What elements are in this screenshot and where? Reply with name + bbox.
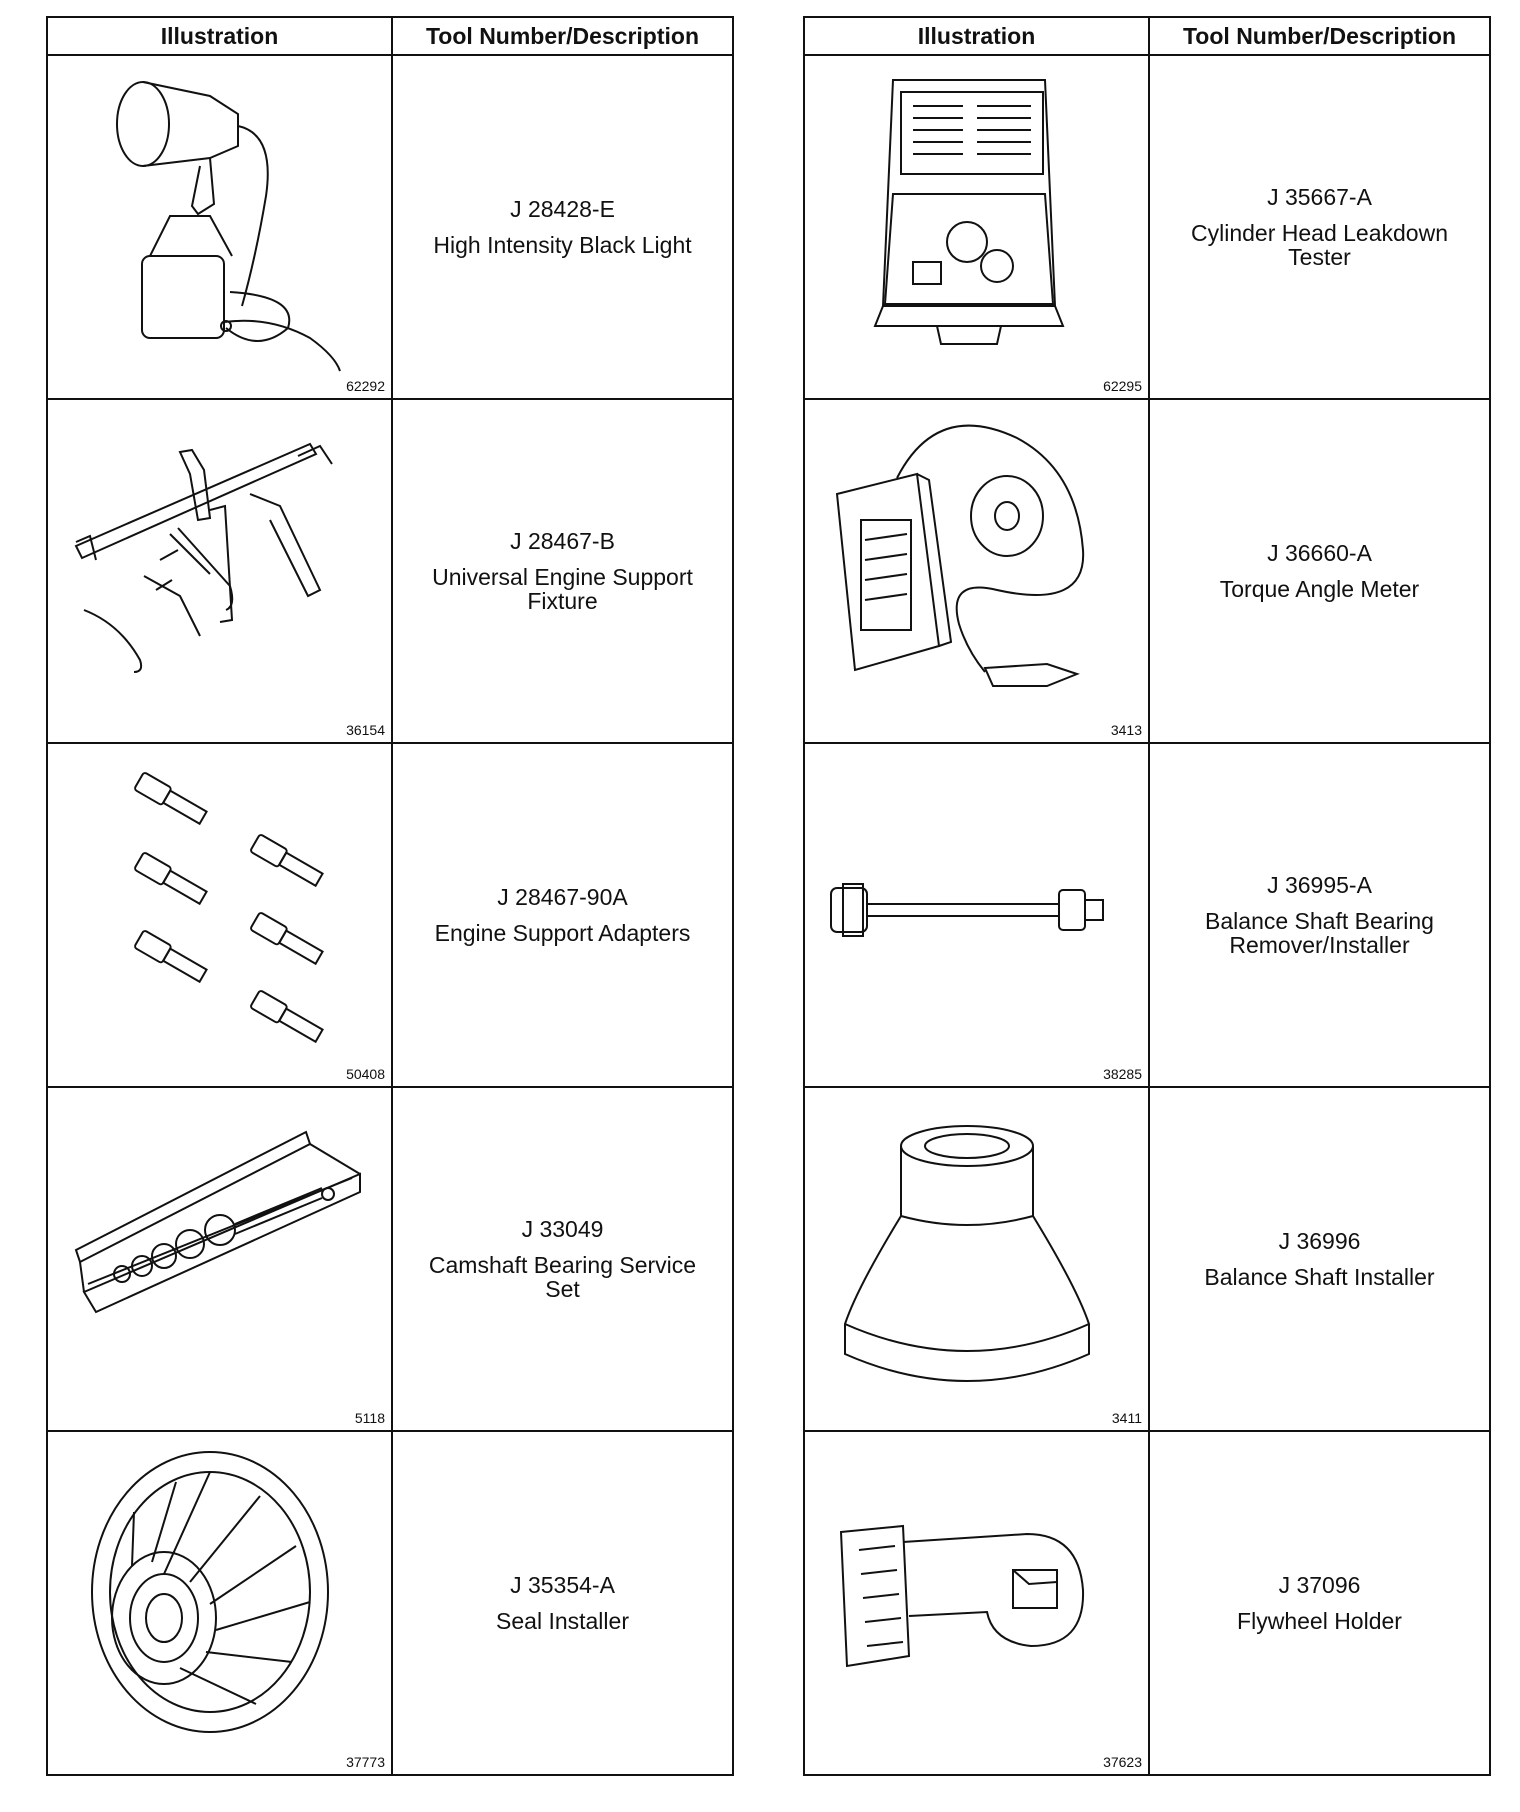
- tools-table-right: [803, 16, 1491, 1776]
- flywheel-holder-icon: [817, 1442, 1135, 1764]
- support-adapters-icon: [60, 754, 378, 1076]
- tool-description-cell: [392, 743, 733, 1087]
- tool-number: J 35667-A: [1267, 184, 1372, 210]
- tool-description-cell: [1149, 1431, 1490, 1775]
- illustration-cell: [47, 1087, 392, 1431]
- illustration-header: Illustration: [47, 17, 392, 55]
- figure-number: 37623: [1103, 1754, 1142, 1770]
- figure-number: 37773: [346, 1754, 385, 1770]
- tool-header: Tool Number/Description: [1149, 17, 1490, 55]
- illustration-header: Illustration: [804, 17, 1149, 55]
- tool-number: J 28428-E: [510, 196, 615, 222]
- figure-number: 5118: [354, 1410, 385, 1426]
- torque-angle-meter-icon: [817, 410, 1135, 732]
- tool-description-cell: [1149, 743, 1490, 1087]
- tool-description: Engine Support Adapters: [434, 920, 691, 946]
- table-row: [47, 399, 733, 743]
- illustration-cell: [804, 1431, 1149, 1775]
- tool-description: Torque Angle Meter: [1219, 576, 1420, 602]
- tool-description-cell: [392, 399, 733, 743]
- illustration-cell: [47, 743, 392, 1087]
- tool-description-cell: [392, 1087, 733, 1431]
- table-row: [47, 743, 733, 1087]
- tool-description-cell: [1149, 55, 1490, 399]
- tool-number: J 36996: [1278, 1228, 1361, 1254]
- illustration-cell: [47, 55, 392, 399]
- tool-number: J 35354-A: [510, 1572, 615, 1598]
- table-row: [804, 743, 1490, 1087]
- figure-number: 50408: [346, 1066, 385, 1082]
- header-row: [47, 17, 733, 55]
- tool-description-cell: [1149, 1087, 1490, 1431]
- tool-number: J 33049: [521, 1216, 604, 1242]
- figure-number: 3413: [1110, 722, 1142, 738]
- tool-description-cell: [392, 55, 733, 399]
- table-row: [804, 399, 1490, 743]
- illustration-cell: [804, 743, 1149, 1087]
- tool-number: J 37096: [1278, 1572, 1361, 1598]
- tool-description-cell: [1149, 399, 1490, 743]
- figure-number: 62295: [1103, 378, 1142, 394]
- figure-number: 38285: [1103, 1066, 1142, 1082]
- header-row: [804, 17, 1490, 55]
- table-row: [804, 1431, 1490, 1775]
- figure-number: 62292: [346, 378, 385, 394]
- seal-installer-icon: [60, 1442, 378, 1764]
- balance-shaft-installer-icon: [817, 1098, 1135, 1420]
- tool-description: Balance Shaft Bearing Remover/Installer: [1205, 908, 1434, 958]
- table-row: [47, 1087, 733, 1431]
- tool-number: J 28467-B: [510, 528, 615, 554]
- table-row: [804, 55, 1490, 399]
- tool-number: J 36995-A: [1267, 872, 1372, 898]
- illustration-cell: [47, 399, 392, 743]
- tool-number: J 28467-90A: [497, 884, 628, 910]
- table-row: [804, 1087, 1490, 1431]
- figure-number: 36154: [346, 722, 385, 738]
- illustration-cell: [804, 1087, 1149, 1431]
- tool-header: Tool Number/Description: [392, 17, 733, 55]
- table-row: [47, 55, 733, 399]
- tool-description: Seal Installer: [496, 1608, 629, 1634]
- tool-number: J 36660-A: [1267, 540, 1372, 566]
- tool-description: High Intensity Black Light: [433, 232, 692, 258]
- leakdown-tester-icon: [817, 66, 1135, 388]
- tool-description: Flywheel Holder: [1237, 1608, 1402, 1634]
- black-light-icon: [60, 66, 378, 388]
- illustration-cell: [47, 1431, 392, 1775]
- figure-number: 3411: [1111, 1410, 1142, 1426]
- tool-description: Universal Engine Support Fixture: [432, 564, 693, 614]
- bearing-remover-icon: [817, 754, 1135, 1076]
- tool-description: Camshaft Bearing Service Set: [428, 1252, 697, 1302]
- tool-description: Balance Shaft Installer: [1204, 1264, 1435, 1290]
- illustration-cell: [804, 55, 1149, 399]
- table-row: [47, 1431, 733, 1775]
- tools-table-left: [46, 16, 734, 1776]
- tool-description-cell: [392, 1431, 733, 1775]
- tool-description: Cylinder Head Leakdown Tester: [1191, 220, 1448, 270]
- camshaft-bearing-set-icon: [60, 1098, 378, 1420]
- engine-support-fixture-icon: [60, 410, 378, 732]
- illustration-cell: [804, 399, 1149, 743]
